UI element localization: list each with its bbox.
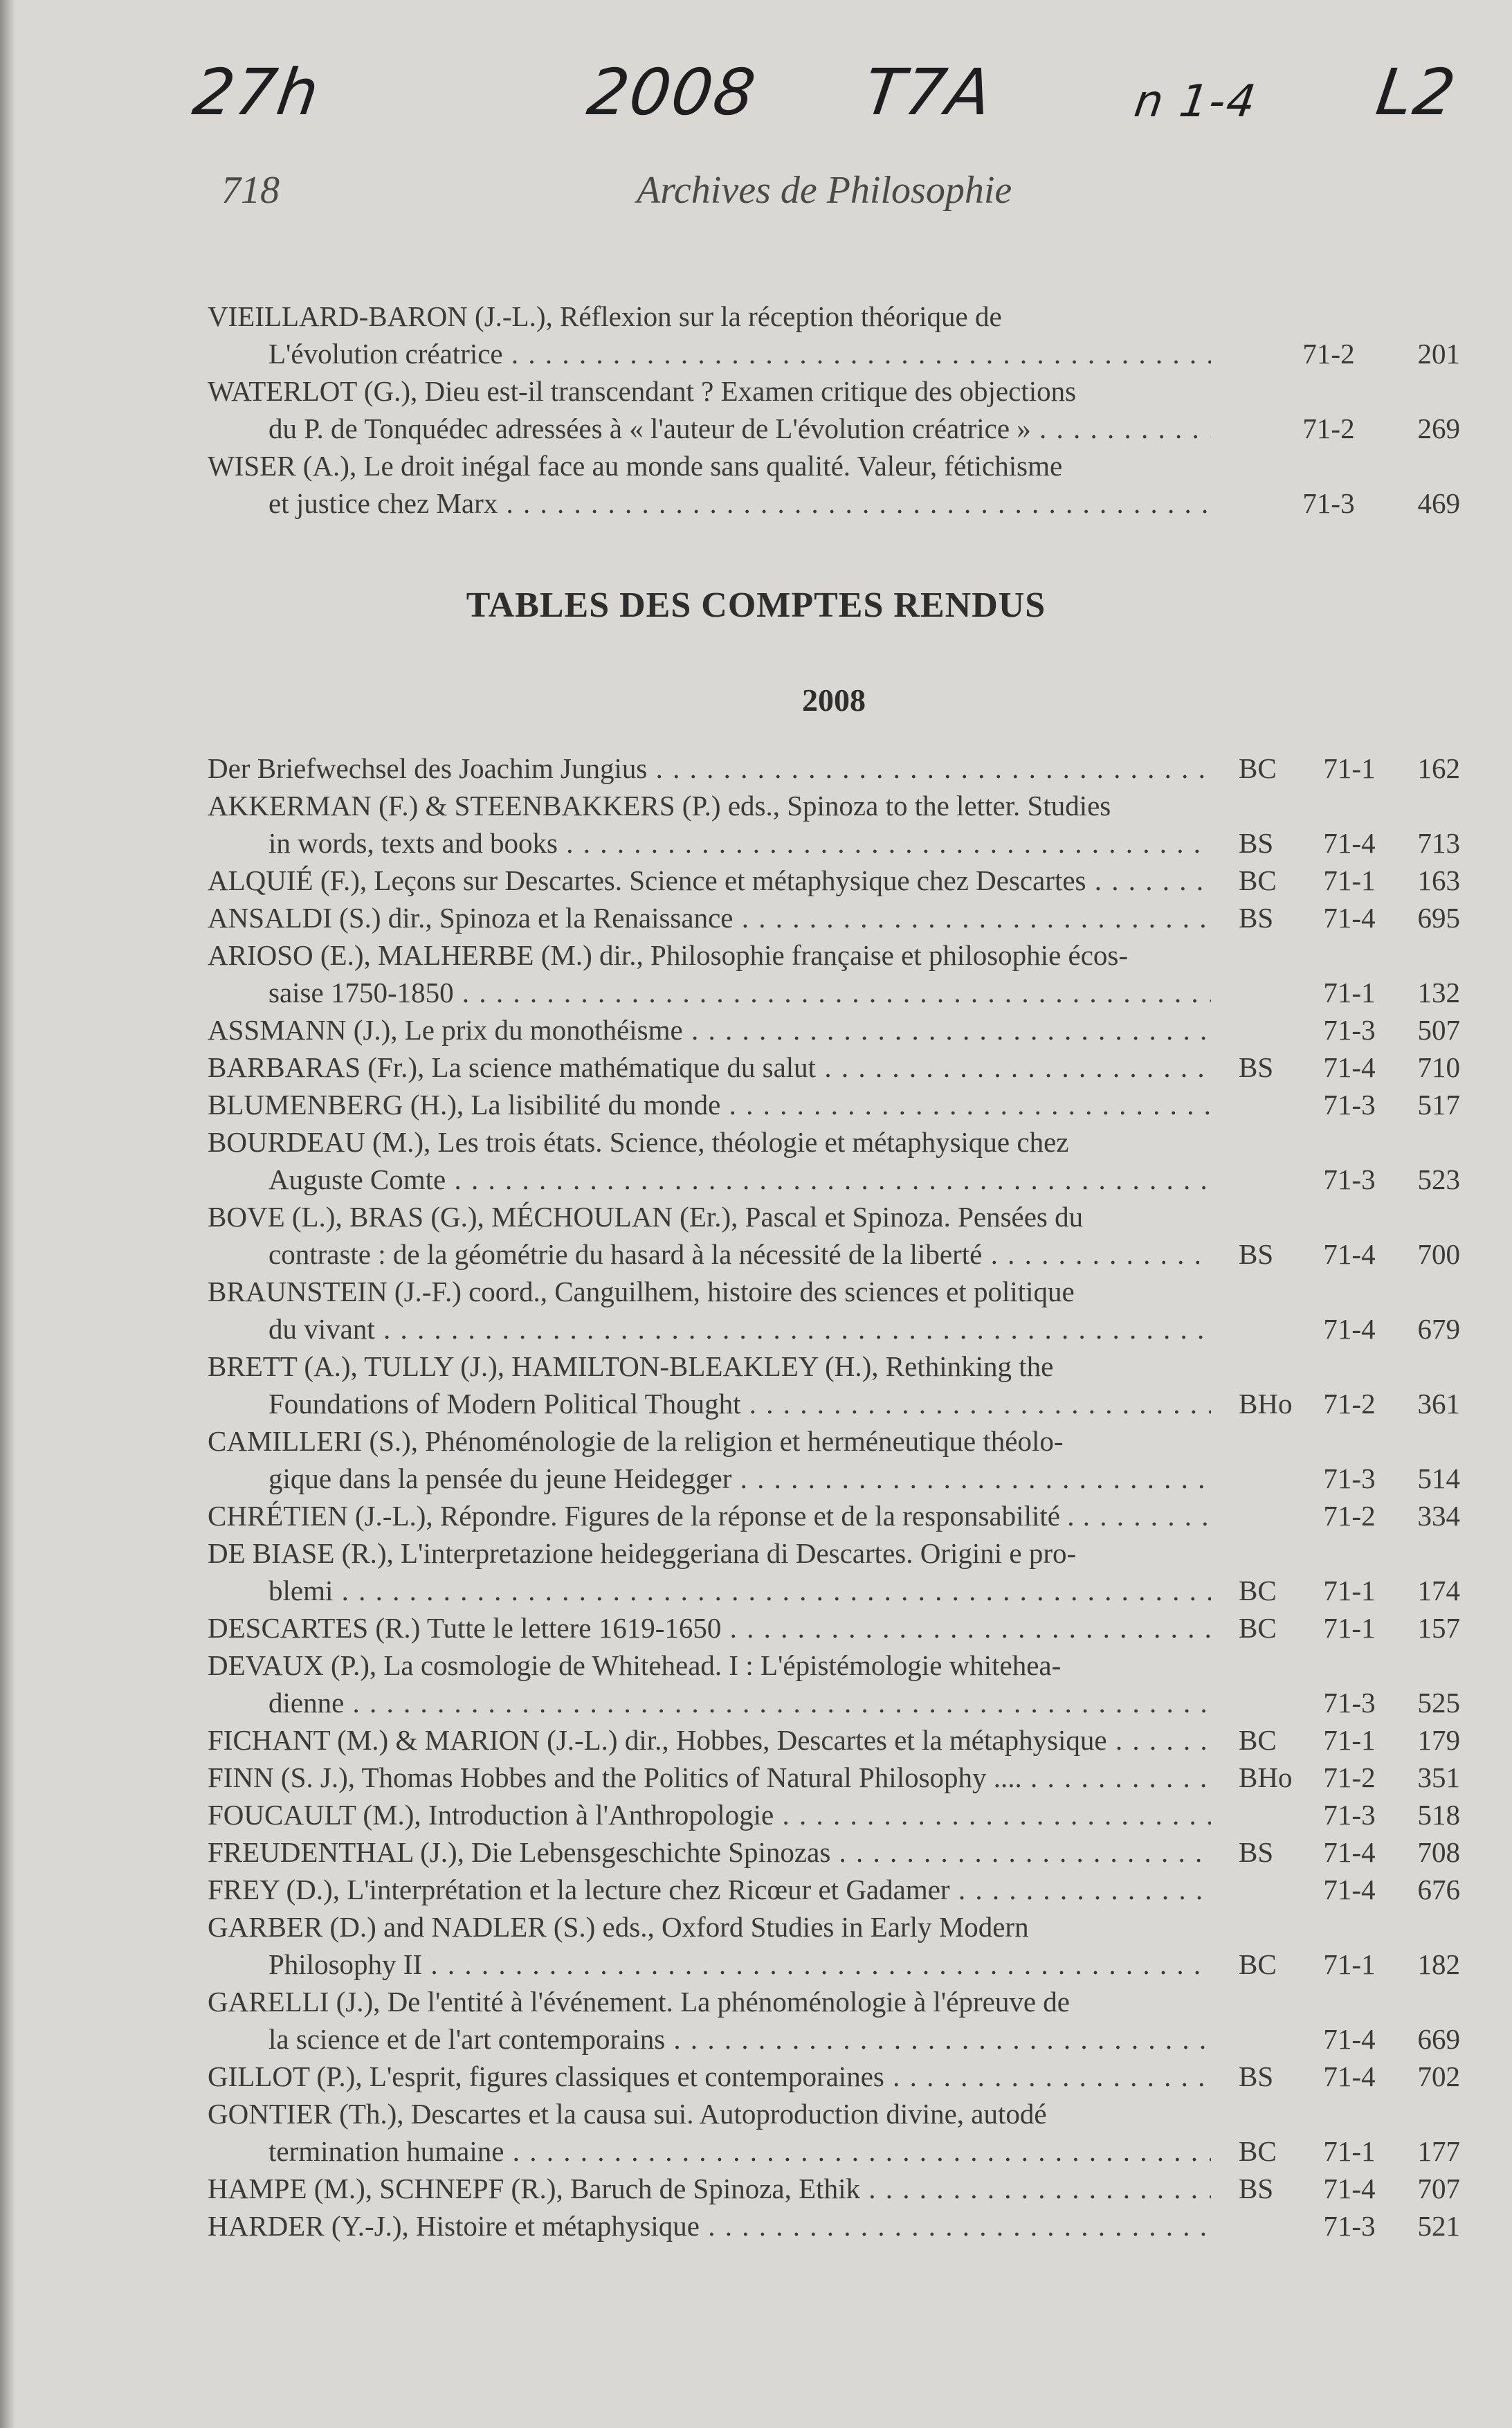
entry-page-number: 162 [1417, 752, 1460, 784]
section-title: TABLES DES COMPTES RENDUS [466, 586, 1046, 625]
review-type-code: BC [1239, 752, 1277, 784]
review-type-code: BC [1239, 1724, 1277, 1756]
entry-text-line: contraste : de la géométrie du hasard à la nécessité de la liberté . . . [208, 1235, 1211, 1273]
index-entry [208, 1871, 1467, 1908]
review-type-code: BS [1239, 1836, 1274, 1868]
entry-page-number: 269 [1417, 413, 1460, 444]
index-entry [208, 899, 1467, 936]
review-type-code: BS [1239, 2060, 1274, 2092]
volume-issue: 71-2 [1323, 1500, 1376, 1532]
index-entry [208, 2058, 1467, 2095]
entry-text-line: BOURDEAU (M.), Les trois états. Science, théologie et métaphysique chez [208, 1126, 1069, 1158]
entry-page-number: 334 [1417, 1500, 1460, 1532]
entry-page-number: 351 [1417, 1761, 1460, 1793]
index-entry [208, 1086, 1467, 1123]
review-type-code: BHo [1239, 1761, 1293, 1793]
entry-page-number: 695 [1417, 902, 1460, 934]
entry-page-number: 713 [1417, 827, 1460, 859]
entry-text-line: L'évolution créatrice . . . [208, 335, 1211, 372]
entry-text-line: la science et de l'art contemporains . . . [208, 2020, 1211, 2058]
entry-page-number: 700 [1417, 1238, 1460, 1270]
handwritten-note-5: L2 [1372, 55, 1461, 129]
volume-issue: 71-3 [1323, 1462, 1376, 1494]
entry-text-line: FINN (S. J.), Thomas Hobbes and the Politics of Natural Philosophy .... . . . [208, 1759, 1211, 1796]
entry-text-line: WISER (A.), Le droit inégal face au monde sans qualité. Valeur, fétichisme [208, 450, 1063, 482]
index-entry [208, 787, 1467, 862]
entry-text-line: DEVAUX (P.), La cosmologie de Whitehead. I : L'épistémologie whitehea- [208, 1649, 1062, 1681]
entry-page-number: 201 [1417, 338, 1460, 370]
review-entry-list [208, 750, 1467, 2245]
entry-text-line: ANSALDI (S.) dir., Spinoza et la Renaissance . . . [208, 899, 1211, 936]
review-type-code: BC [1239, 1612, 1277, 1644]
index-entry [208, 1497, 1467, 1534]
entry-text-line: dienne . . . [208, 1684, 1211, 1721]
index-entry [208, 750, 1467, 787]
entry-text-line: termination humaine . . . [208, 2132, 1211, 2170]
volume-issue: 71-1 [1323, 1948, 1376, 1980]
volume-issue: 71-3 [1323, 1163, 1376, 1195]
volume-issue: 71-4 [1323, 2060, 1376, 2092]
review-type-code: BS [1239, 827, 1274, 859]
entry-page-number: 514 [1417, 1462, 1460, 1494]
entry-text-line: WATERLOT (G.), Dieu est-il transcendant ? Examen critique des objections [208, 375, 1077, 407]
entry-text-line: et justice chez Marx . . . [208, 484, 1211, 522]
entry-page-number: 469 [1417, 487, 1460, 519]
entry-page-number: 179 [1417, 1724, 1460, 1756]
handwritten-note-2: 2008 [583, 55, 761, 129]
entry-text-line: GARELLI (J.), De l'entité à l'événement. La phénoménologie à l'épreuve de [208, 1986, 1070, 2018]
entry-page-number: 676 [1417, 1874, 1460, 1905]
index-entry [208, 1123, 1467, 1198]
entry-text-line: FREY (D.), L'interprétation et la lecture chez Ricœur et Gadamer . . . [208, 1871, 1211, 1908]
index-entry [208, 1609, 1467, 1647]
review-type-code: BS [1239, 902, 1274, 934]
index-entry [208, 1198, 1467, 1273]
index-entry [208, 1011, 1467, 1049]
entry-text-line: ARIOSO (E.), MALHERBE (M.) dir., Philosophie française et philosophie écos- [208, 939, 1129, 971]
entry-text-line: GONTIER (Th.), Descartes et la causa sui. Autoproduction divine, autodé [208, 2098, 1047, 2130]
entry-text-line: BRAUNSTEIN (J.-F.) coord., Canguilhem, histoire des sciences et politique [208, 1276, 1075, 1307]
volume-issue: 71-1 [1323, 1612, 1376, 1644]
index-entry [208, 2095, 1467, 2170]
index-entry [208, 1534, 1467, 1609]
entry-page-number: 174 [1417, 1575, 1460, 1606]
volume-issue: 71-4 [1323, 1836, 1376, 1868]
index-entry [208, 936, 1467, 1011]
review-type-code: BC [1239, 1948, 1277, 1980]
volume-issue: 71-3 [1323, 1687, 1376, 1719]
volume-issue: 71-1 [1323, 752, 1376, 784]
entry-text-line: HAMPE (M.), SCHNEPF (R.), Baruch de Spinoza, Ethik . . . [208, 2170, 1211, 2207]
entry-text-line: VIEILLARD-BARON (J.-L.), Réflexion sur la réception théorique de [208, 300, 1002, 332]
entry-page-number: 710 [1417, 1051, 1460, 1083]
entry-text-line: BARBARAS (Fr.), La science mathématique du salut . . . [208, 1049, 1211, 1086]
entry-text-line: du P. de Tonquédec adressées à « l'auteur de L'évolution créatrice » . . . [208, 410, 1211, 447]
review-type-code: BS [1239, 1051, 1274, 1083]
index-entry [208, 1721, 1467, 1759]
review-type-code: BC [1239, 864, 1277, 896]
entry-text-line: BOVE (L.), BRAS (G.), MÉCHOULAN (Er.), Pascal et Spinoza. Pensées du [208, 1201, 1084, 1233]
index-entry [208, 372, 1467, 447]
entry-page-number: 521 [1417, 2210, 1460, 2242]
volume-issue: 71-3 [1323, 1014, 1376, 1046]
volume-issue: 71-4 [1323, 2023, 1376, 2055]
entry-text-line: ALQUIÉ (F.), Leçons sur Descartes. Science et métaphysique chez Descartes . . . [208, 862, 1211, 899]
review-type-code: BS [1239, 2173, 1274, 2204]
entry-text-line: Der Briefwechsel des Joachim Jungius . . . [208, 750, 1211, 787]
volume-issue: 71-1 [1323, 1575, 1376, 1606]
volume-issue: 71-1 [1323, 864, 1376, 896]
volume-issue: 71-4 [1323, 1051, 1376, 1083]
index-entry [208, 1833, 1467, 1871]
entry-text-line: gique dans la pensée du jeune Heidegger . . . [208, 1460, 1211, 1497]
entry-text-line: blemi . . . [208, 1572, 1211, 1609]
index-entry [208, 862, 1467, 899]
volume-issue: 71-1 [1323, 2135, 1376, 2167]
entry-page-number: 708 [1417, 1836, 1460, 1868]
running-head [221, 163, 1432, 218]
top-entry-list [208, 298, 1467, 522]
entry-text-line: du vivant . . . [208, 1310, 1211, 1348]
index-entry [208, 298, 1467, 372]
index-entry [208, 447, 1467, 522]
volume-issue: 71-2 [1323, 1761, 1376, 1793]
entry-text-line: GILLOT (P.), L'esprit, figures classiques et contemporaines . . . [208, 2058, 1211, 2095]
index-entry [208, 1422, 1467, 1497]
volume-issue: 71-3 [1323, 2210, 1376, 2242]
index-entry [208, 2207, 1467, 2245]
entry-text-line: HARDER (Y.-J.), Histoire et métaphysique . . . [208, 2207, 1211, 2245]
entry-page-number: 132 [1417, 977, 1460, 1008]
journal-title: Archives de Philosophie [637, 169, 1012, 212]
review-type-code: BS [1239, 1238, 1274, 1270]
index-entry [208, 1049, 1467, 1086]
volume-issue: 71-4 [1323, 902, 1376, 934]
volume-issue: 71-2 [1302, 413, 1355, 444]
entry-text-line: GARBER (D.) and NADLER (S.) eds., Oxford Studies in Early Modern [208, 1911, 1029, 1943]
entry-page-number: 507 [1417, 1014, 1460, 1046]
index-entry [208, 2170, 1467, 2207]
entry-page-number: 157 [1417, 1612, 1460, 1644]
page-number: 718 [221, 169, 280, 212]
volume-issue: 71-1 [1323, 977, 1376, 1008]
section-year: 2008 [802, 682, 866, 718]
entry-text-line: Auguste Comte . . . [208, 1161, 1211, 1198]
entry-text-line: DESCARTES (R.) Tutte le lettere 1619-1650 . . . [208, 1609, 1211, 1647]
entry-text-line: FREUDENTHAL (J.), Die Lebensgeschichte Spinozas . . . [208, 1833, 1211, 1871]
entry-text-line: in words, texts and books . . . [208, 824, 1211, 862]
entry-text-line: BLUMENBERG (H.), La lisibilité du monde . . . [208, 1086, 1211, 1123]
entry-text-line: CAMILLERI (S.), Phénoménologie de la religion et herméneutique théolo- [208, 1425, 1064, 1457]
entry-text-line: FICHANT (M.) & MARION (J.-L.) dir., Hobbes, Descartes et la métaphysique . . . [208, 1721, 1211, 1759]
entry-text-line: AKKERMAN (F.) & STEENBAKKERS (P.) eds., Spinoza to the letter. Studies [208, 790, 1111, 822]
review-type-code: BC [1239, 2135, 1277, 2167]
index-entry [208, 1796, 1467, 1833]
entry-page-number: 361 [1417, 1388, 1460, 1420]
entry-page-number: 525 [1417, 1687, 1460, 1719]
index-entry [208, 1759, 1467, 1796]
volume-issue: 71-3 [1302, 487, 1355, 519]
page-edge-shadow [0, 0, 15, 2428]
entry-page-number: 702 [1417, 2060, 1460, 2092]
entry-page-number: 163 [1417, 864, 1460, 896]
entry-text-line: saise 1750-1850 . . . [208, 974, 1211, 1011]
review-type-code: BC [1239, 1575, 1277, 1606]
volume-issue: 71-4 [1323, 2173, 1376, 2204]
index-entry [208, 1348, 1467, 1422]
entry-page-number: 679 [1417, 1313, 1460, 1345]
index-entry [208, 1983, 1467, 2058]
handwritten-note-1: 27h [188, 55, 325, 129]
entry-page-number: 707 [1417, 2173, 1460, 2204]
volume-issue: 71-2 [1323, 1388, 1376, 1420]
entry-page-number: 182 [1417, 1948, 1460, 1980]
handwritten-note-3: T7A [859, 55, 998, 129]
volume-issue: 71-1 [1323, 1724, 1376, 1756]
volume-issue: 71-3 [1323, 1089, 1376, 1121]
entry-text-line: ASSMANN (J.), Le prix du monothéisme . . . [208, 1011, 1211, 1049]
entry-text-line: Philosophy II . . . [208, 1946, 1211, 1983]
entry-page-number: 669 [1417, 2023, 1460, 2055]
index-entry [208, 1647, 1467, 1721]
index-entry [208, 1273, 1467, 1348]
entry-text-line: Foundations of Modern Political Thought . . . [208, 1385, 1211, 1422]
entry-text-line: CHRÉTIEN (J.-L.), Répondre. Figures de la réponse et de la responsabilité . . . . [208, 1497, 1211, 1534]
volume-issue: 71-3 [1323, 1799, 1376, 1831]
volume-issue: 71-2 [1302, 338, 1355, 370]
index-entry [208, 1908, 1467, 1983]
entry-text-line: FOUCAULT (M.), Introduction à l'Anthropologie . . . [208, 1796, 1211, 1833]
volume-issue: 71-4 [1323, 1313, 1376, 1345]
entry-page-number: 517 [1417, 1089, 1460, 1121]
volume-issue: 71-4 [1323, 827, 1376, 859]
entry-text-line: DE BIASE (R.), L'interpretazione heideggeriana di Descartes. Origini e pro- [208, 1537, 1077, 1569]
volume-issue: 71-4 [1323, 1238, 1376, 1270]
entry-page-number: 518 [1417, 1799, 1460, 1831]
entry-text-line: BRETT (A.), TULLY (J.), HAMILTON-BLEAKLEY (H.), Rethinking the [208, 1350, 1054, 1382]
entry-page-number: 177 [1417, 2135, 1460, 2167]
review-type-code: BHo [1239, 1388, 1293, 1420]
volume-issue: 71-4 [1323, 1874, 1376, 1905]
entry-page-number: 523 [1417, 1163, 1460, 1195]
handwritten-note-4: n 1-4 [1131, 76, 1260, 127]
